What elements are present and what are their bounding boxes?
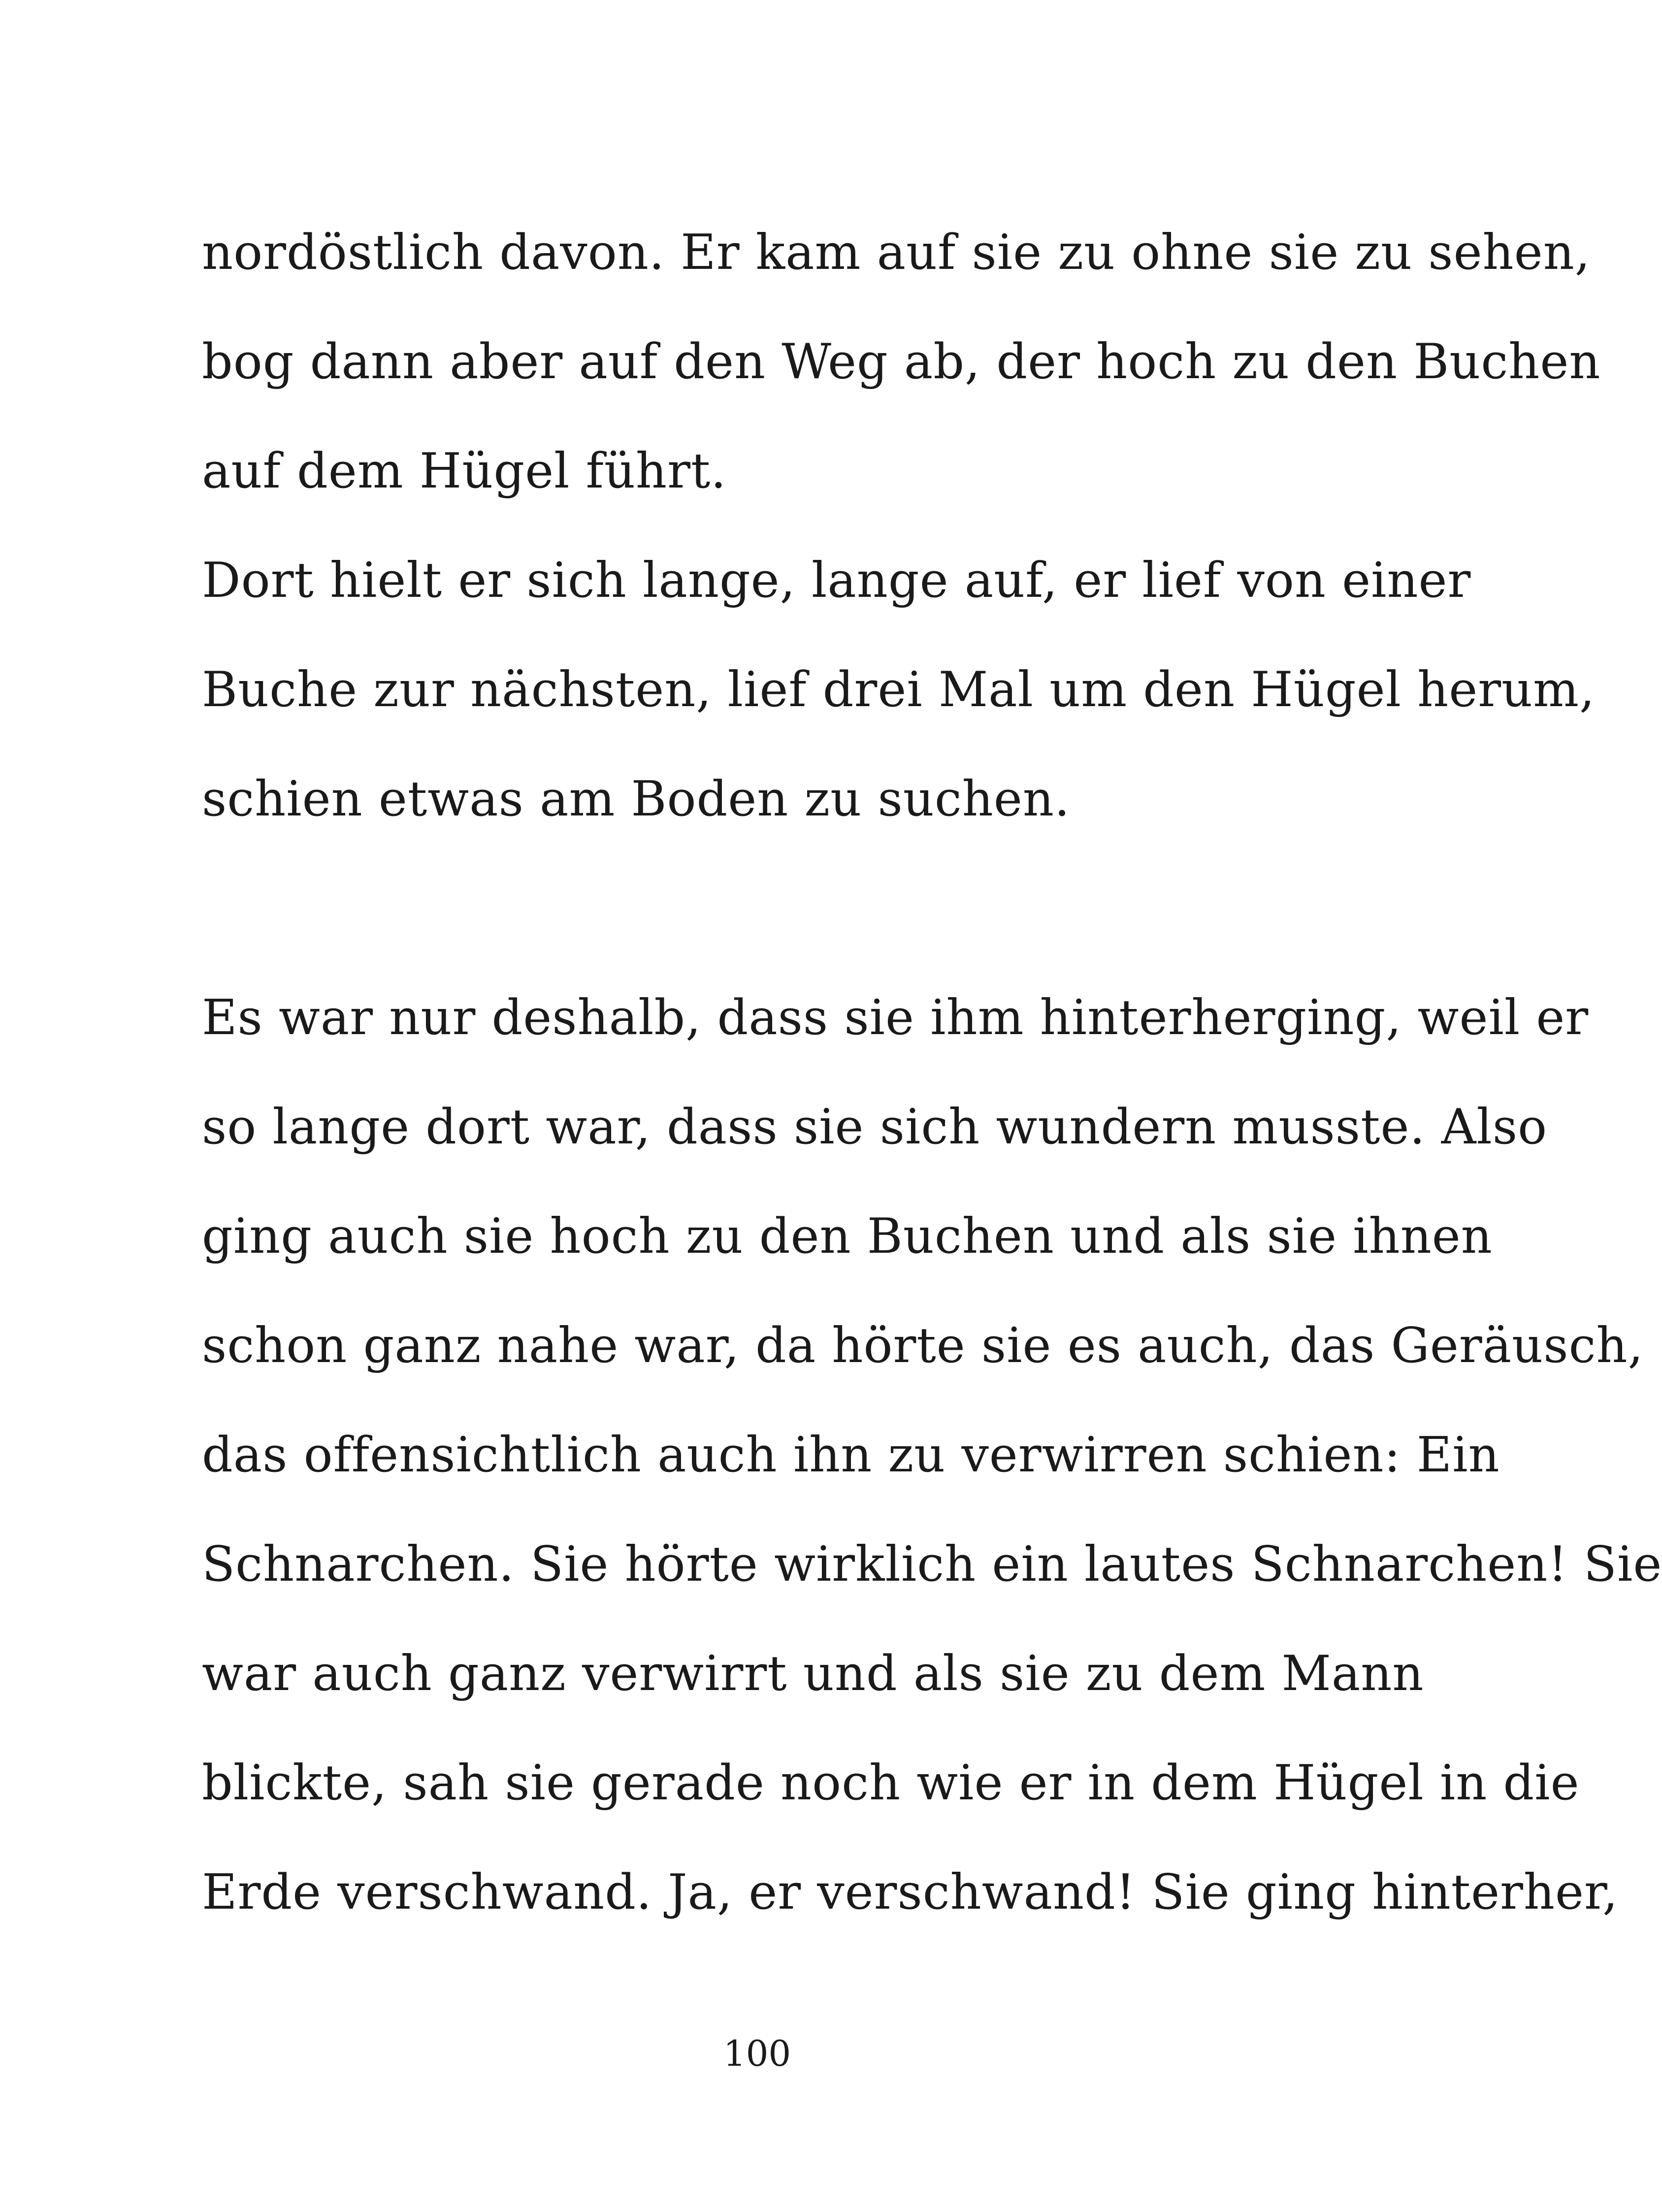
page-number: 100: [723, 2033, 791, 2074]
text-line: Erde verschwand. Ja, er verschwand! Sie ging hinterher,: [202, 1864, 1619, 1920]
text-line: schon ganz nahe war, da hörte sie es auch, das Geräusch,: [202, 1318, 1644, 1374]
text-line: so lange dort war, dass sie sich wundern musste. Also: [202, 1099, 1548, 1155]
text-line: ging auch sie hoch zu den Buchen und als sie ihnen: [202, 1208, 1493, 1265]
text-line: blickte, sah sie gerade noch wie er in dem Hügel in die: [202, 1755, 1580, 1811]
text-line: nordöstlich davon. Er kam auf sie zu ohne sie zu sehen,: [202, 225, 1591, 281]
text-line: Dort hielt er sich lange, lange auf, er lief von einer: [202, 553, 1471, 609]
text-line: Es war nur deshalb, dass sie ihm hinterherging, weil er: [202, 990, 1589, 1046]
paragraph-block-2: [202, 963, 1662, 1947]
text-line: das offensichtlich auch ihn zu verwirren schien: Ein: [202, 1427, 1500, 1483]
text-line: auf dem Hügel führt.: [202, 443, 727, 499]
text-line: Schnarchen. Sie hörte wirklich ein lautes Schnarchen! Sie: [202, 1536, 1662, 1593]
paragraph-block-1: [202, 198, 1601, 854]
text-line: bog dann aber auf den Weg ab, der hoch zu den Buchen: [202, 334, 1601, 390]
text-line: schien etwas am Boden zu suchen.: [202, 771, 1071, 827]
text-line: Buche zur nächsten, lief drei Mal um den Hügel herum,: [202, 662, 1596, 718]
text-line: war auch ganz verwirrt und als sie zu dem Mann: [202, 1646, 1424, 1702]
